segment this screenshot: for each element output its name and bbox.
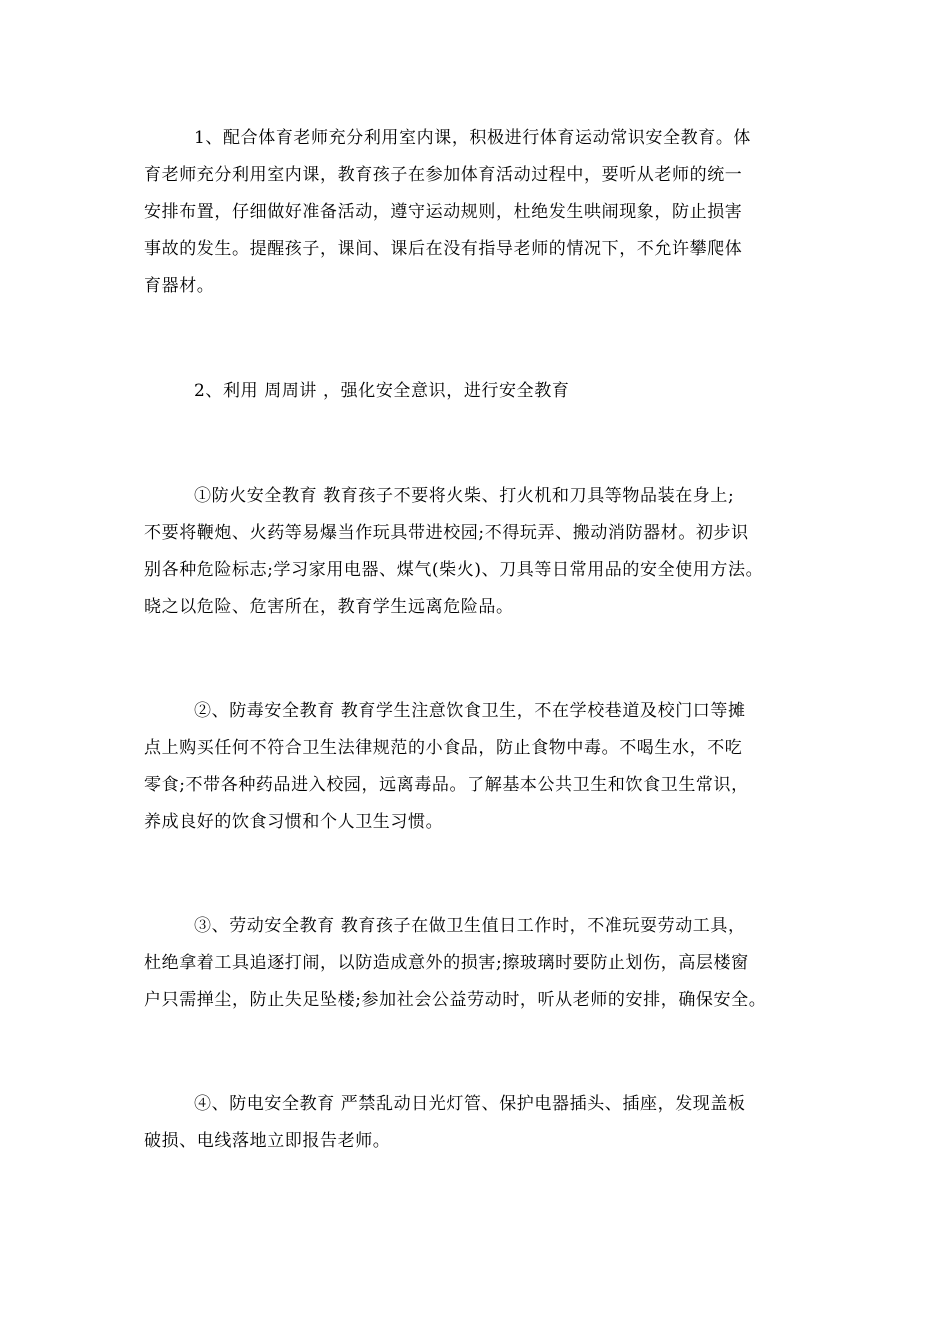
paragraph-line: 育老师充分利用室内课，教育孩子在参加体育活动过程中，要听从老师的统一 [144,165,743,185]
paragraph-line: ③、劳动安全教育 教育孩子在做卫生值日工作时，不准玩耍劳动工具， [194,916,746,936]
paragraph-line: 零食;不带各种药品进入校园，远离毒品。了解基本公共卫生和饮食卫生常识， [144,775,749,795]
paragraph-line: 1、配合体育老师充分利用室内课，积极进行体育运动常识安全教育。体 [194,128,752,148]
paragraph-line: 晓之以危险、危害所在，教育学生远离危险品。 [144,597,514,617]
paragraph-line: ④、防电安全教育 严禁乱动日光灯管、保护电器插头、插座，发现盖板 [194,1094,746,1114]
paragraph-line: 破损、电线落地立即报告老师。 [144,1131,391,1151]
paragraph-line: 别各种危险标志;学习家用电器、煤气(柴火)、刀具等日常用品的安全使用方法。 [144,560,764,580]
paragraph-line: 杜绝拿着工具追逐打闹，以防造成意外的损害;擦玻璃时要防止划伤，高层楼窗 [144,953,749,973]
paragraph-line: 点上购买任何不符合卫生法律规范的小食品，防止食物中毒。不喝生水，不吃 [144,738,743,758]
paragraph-line: 户只需掸尘，防止失足坠楼;参加社会公益劳动时，听从老师的安排，确保安全。 [144,990,767,1010]
paragraph-line: 2、利用 周周讲 ，强化安全意识，进行安全教育 [194,381,570,401]
paragraph-line: 不要将鞭炮、火药等易爆当作玩具带进校园;不得玩弄、搬动消防器材。初步识 [144,523,749,543]
paragraph-line: 事故的发生。提醒孩子，课间、课后在没有指导老师的情况下，不允许攀爬体 [144,239,743,259]
paragraph-line: 安排布置，仔细做好准备活动，遵守运动规则，杜绝发生哄闹现象，防止损害 [144,202,743,222]
paragraph-line: ②、防毒安全教育 教育学生注意饮食卫生，不在学校巷道及校门口等摊 [194,701,746,721]
paragraph-line: 养成良好的饮食习惯和个人卫生习惯。 [144,812,444,832]
paragraph-line: ①防火安全教育 教育孩子不要将火柴、打火机和刀具等物品装在身上; [194,486,735,506]
paragraph-line: 育器材。 [144,276,215,296]
